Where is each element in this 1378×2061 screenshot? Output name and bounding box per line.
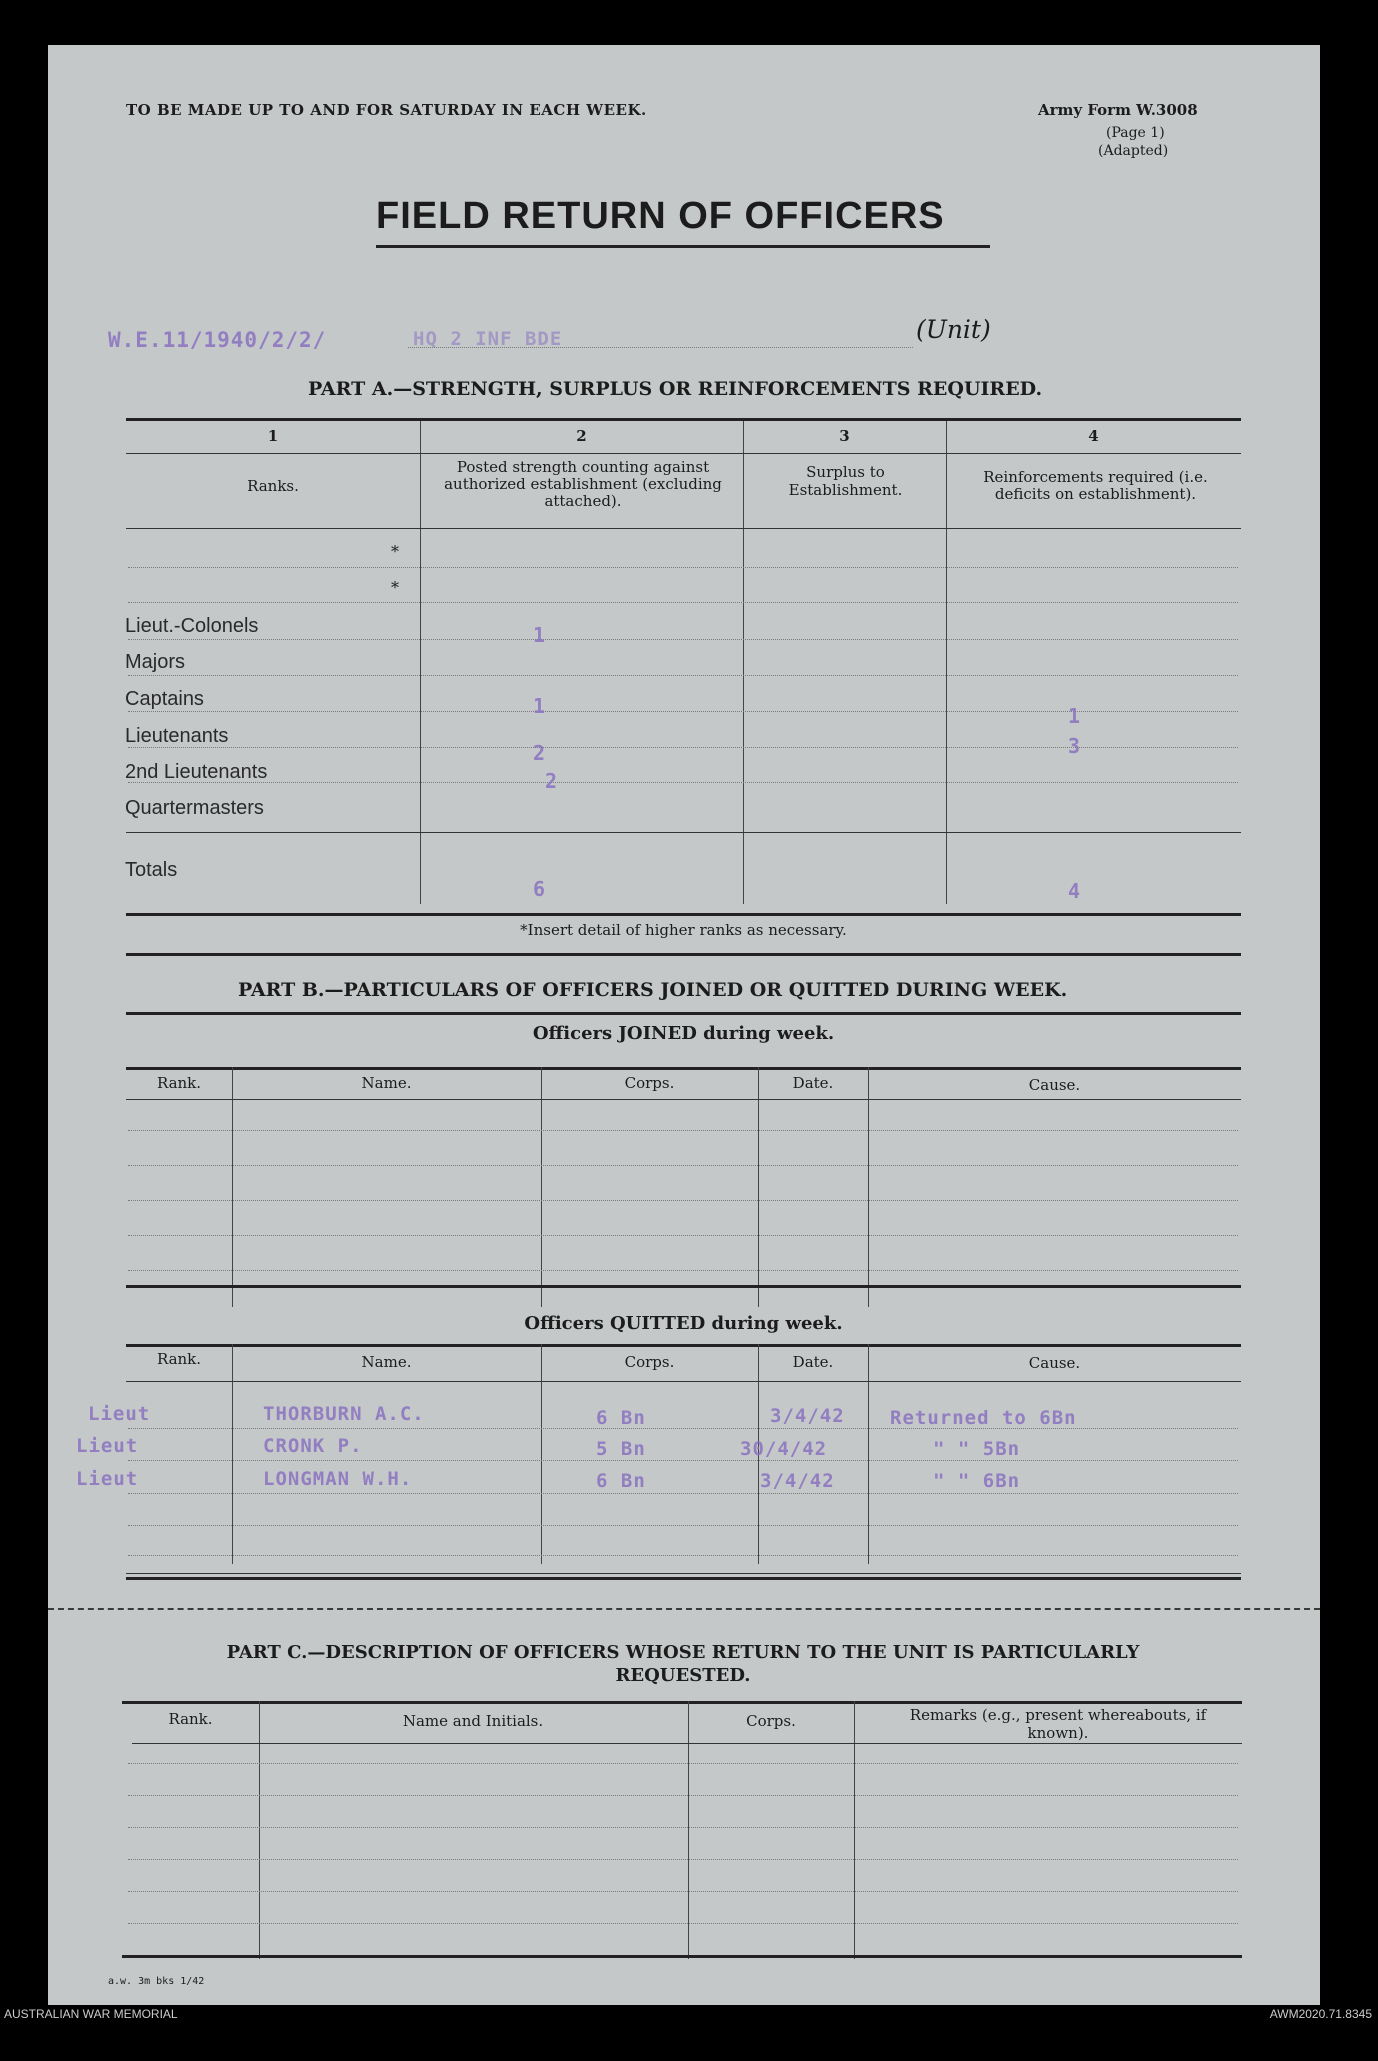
rank-label: Quartermasters (125, 797, 264, 819)
quitted-name: LONGMAN W.H. (263, 1468, 413, 1490)
part-a-dotted-row (128, 639, 1238, 640)
unit-dotted-line (408, 347, 913, 348)
joined-dotted-row (128, 1130, 1238, 1131)
joined-col-cause: Cause. (1028, 1076, 1081, 1094)
instruction-text: TO BE MADE UP TO AND FOR SATURDAY IN EACH WEEK. (126, 101, 647, 119)
footer-credit: AUSTRALIAN WAR MEMORIAL (4, 2007, 178, 2021)
quitted-name: CRONK P. (263, 1435, 363, 1457)
part-a-footnote: *Insert detail of higher ranks as necessary. (520, 921, 847, 939)
part-c-vline (688, 1701, 689, 1959)
part-c-title-line1: PART C.—DESCRIPTION OF OFFICERS WHOSE RETURN TO THE UNIT IS PARTICULARLY (226, 1642, 1140, 1663)
joined-vline (541, 1067, 542, 1307)
quitted-date: 3/4/42 (770, 1405, 845, 1427)
quitted-col-date: Date. (792, 1353, 834, 1371)
perforation-line (48, 1608, 1320, 1610)
part-c-dotted-row (128, 1923, 1238, 1924)
part-a-dotted-row (128, 602, 1238, 603)
part-a-title: PART A.—STRENGTH, SURPLUS OR REINFORCEMENTS REQUIRED. (308, 378, 1043, 400)
quitted-head-rule (126, 1381, 1241, 1382)
quitted-bottom-rule (126, 1573, 1241, 1574)
totals-label: Totals (125, 859, 178, 881)
col-number-3: 3 (839, 427, 850, 445)
part-a-top-rule (126, 418, 1241, 421)
page-title: FIELD RETURN OF OFFICERS (376, 195, 945, 237)
joined-dotted-row (128, 1165, 1238, 1166)
quitted-dotted-row (128, 1493, 1238, 1494)
quitted-cause: " " 5Bn (933, 1438, 1021, 1460)
rank-label: 2nd Lieutenants (125, 761, 268, 783)
joined-vline (232, 1067, 233, 1307)
col-head-reinforcements: Reinforcements required (i.e. deficits on establishment). (983, 468, 1208, 503)
reinforcement-value: 1 (1068, 704, 1082, 728)
posted-total: 6 (533, 877, 547, 901)
part-c-dotted-row (128, 1891, 1238, 1892)
adapted-note: (Adapted) (1098, 143, 1169, 159)
part-b-title-rule (126, 1012, 1241, 1015)
reinforcement-value: 3 (1068, 734, 1082, 758)
quitted-bottom-rule-thick (126, 1577, 1241, 1580)
part-c-vline (259, 1701, 260, 1959)
posted-value: 1 (533, 623, 547, 647)
quitted-dotted-row (128, 1460, 1238, 1461)
part-a-bottom-rule (126, 913, 1241, 916)
quitted-date: 30/4/42 (740, 1438, 828, 1460)
col-head-ranks: Ranks. (247, 477, 299, 495)
col-number-2: 2 (576, 427, 587, 445)
form-number: Army Form W.3008 (1038, 101, 1198, 119)
part-c-head-rule (132, 1743, 1242, 1744)
part-a-dotted-row (128, 567, 1238, 568)
col-number-4: 4 (1088, 427, 1099, 445)
joined-head-rule (126, 1099, 1241, 1100)
joined-col-date: Date. (792, 1074, 834, 1092)
joined-bottom-rule (126, 1285, 1241, 1288)
joined-col-rank: Rank. (156, 1074, 202, 1092)
quitted-vline (232, 1344, 233, 1564)
unit-stamp: W.E.11/1940/2/2/ (108, 328, 327, 352)
quitted-col-name: Name. (361, 1353, 412, 1371)
part-c-top-rule (122, 1701, 1242, 1704)
page-number: (Page 1) (1106, 125, 1165, 141)
joined-vline (758, 1067, 759, 1307)
asterisk-1: * (391, 542, 399, 561)
title-underline (376, 245, 990, 248)
part-c-dotted-row (128, 1795, 1238, 1796)
form-sheet (48, 45, 1320, 2005)
joined-dotted-row (128, 1200, 1238, 1201)
unit-label: (Unit) (916, 315, 991, 344)
quitted-date: 3/4/42 (760, 1470, 835, 1492)
joined-col-name: Name. (361, 1074, 412, 1092)
part-c-vline (854, 1701, 855, 1959)
quitted-rank: Lieut (76, 1468, 139, 1490)
joined-title: Officers JOINED during week. (532, 1023, 835, 1044)
part-b-title: PART B.—PARTICULARS OF OFFICERS JOINED OR QUITTED DURING WEEK. (238, 979, 1068, 1001)
joined-top-rule (126, 1067, 1241, 1070)
quitted-vline (868, 1344, 869, 1564)
rank-label: Lieutenants (125, 725, 229, 747)
col-head-posted: Posted strength counting against authorized establishment (excluding attached). (444, 458, 722, 510)
part-c-bottom-rule (122, 1955, 1242, 1958)
rank-label: Captains (125, 688, 204, 710)
footer-bar (0, 2005, 1378, 2061)
part-b-top-rule (126, 953, 1241, 956)
part-a-dotted-row (128, 782, 1238, 783)
part-c-dotted-row (128, 1827, 1238, 1828)
quitted-dotted-row (128, 1428, 1238, 1429)
footer-accession: AWM2020.71.8345 (1269, 2007, 1372, 2021)
part-c-dotted-row (128, 1859, 1238, 1860)
quitted-corps: 6 Bn (596, 1407, 646, 1429)
quitted-cause: " " 6Bn (933, 1470, 1021, 1492)
joined-dotted-row (128, 1270, 1238, 1271)
posted-value: 2 (533, 741, 547, 765)
quitted-top-rule (126, 1344, 1241, 1347)
joined-dotted-row (128, 1235, 1238, 1236)
part-c-dotted-row (128, 1763, 1238, 1764)
quitted-dotted-row (128, 1555, 1238, 1556)
rank-label: Lieut.-Colonels (125, 615, 259, 637)
quitted-corps: 5 Bn (596, 1438, 646, 1460)
quitted-rank: Lieut (88, 1403, 151, 1425)
part-a-dotted-row (128, 675, 1238, 676)
quitted-name: THORBURN A.C. (263, 1403, 425, 1425)
quitted-title: Officers QUITTED during week. (524, 1313, 843, 1334)
asterisk-2: * (391, 578, 399, 597)
quitted-corps: 6 Bn (596, 1470, 646, 1492)
part-c-col-remarks: Remarks (e.g., present whereabouts, if known). (909, 1706, 1207, 1742)
part-a-head-rule (126, 528, 1241, 529)
part-a-subrule (126, 453, 1241, 454)
quitted-vline (541, 1344, 542, 1564)
reinforcement-total: 4 (1068, 879, 1082, 903)
posted-value: 1 (533, 694, 547, 718)
rank-label: Majors (125, 651, 186, 673)
part-c-col-corps: Corps. (746, 1712, 796, 1730)
col-head-surplus: Surplus to Establishment. (788, 463, 903, 499)
quitted-cause: Returned to 6Bn (890, 1407, 1077, 1429)
unit-value: HQ 2 INF BDE (413, 328, 563, 350)
quitted-col-corps: Corps. (624, 1353, 675, 1371)
quitted-dotted-row (128, 1525, 1238, 1526)
part-c-title-line2: REQUESTED. (615, 1665, 751, 1686)
posted-value: 2 (545, 769, 559, 793)
quitted-col-cause: Cause. (1028, 1354, 1081, 1372)
part-c-col-name: Name and Initials. (402, 1712, 544, 1730)
quitted-col-rank: Rank. (156, 1350, 202, 1368)
joined-col-corps: Corps. (624, 1074, 675, 1092)
part-c-col-rank: Rank. (168, 1710, 213, 1728)
col-number-1: 1 (267, 427, 279, 445)
quitted-rank: Lieut (76, 1435, 139, 1457)
totals-rule (126, 832, 1241, 833)
printer-mark: a.w. 3m bks 1/42 (108, 1976, 205, 1987)
joined-vline (868, 1067, 869, 1307)
